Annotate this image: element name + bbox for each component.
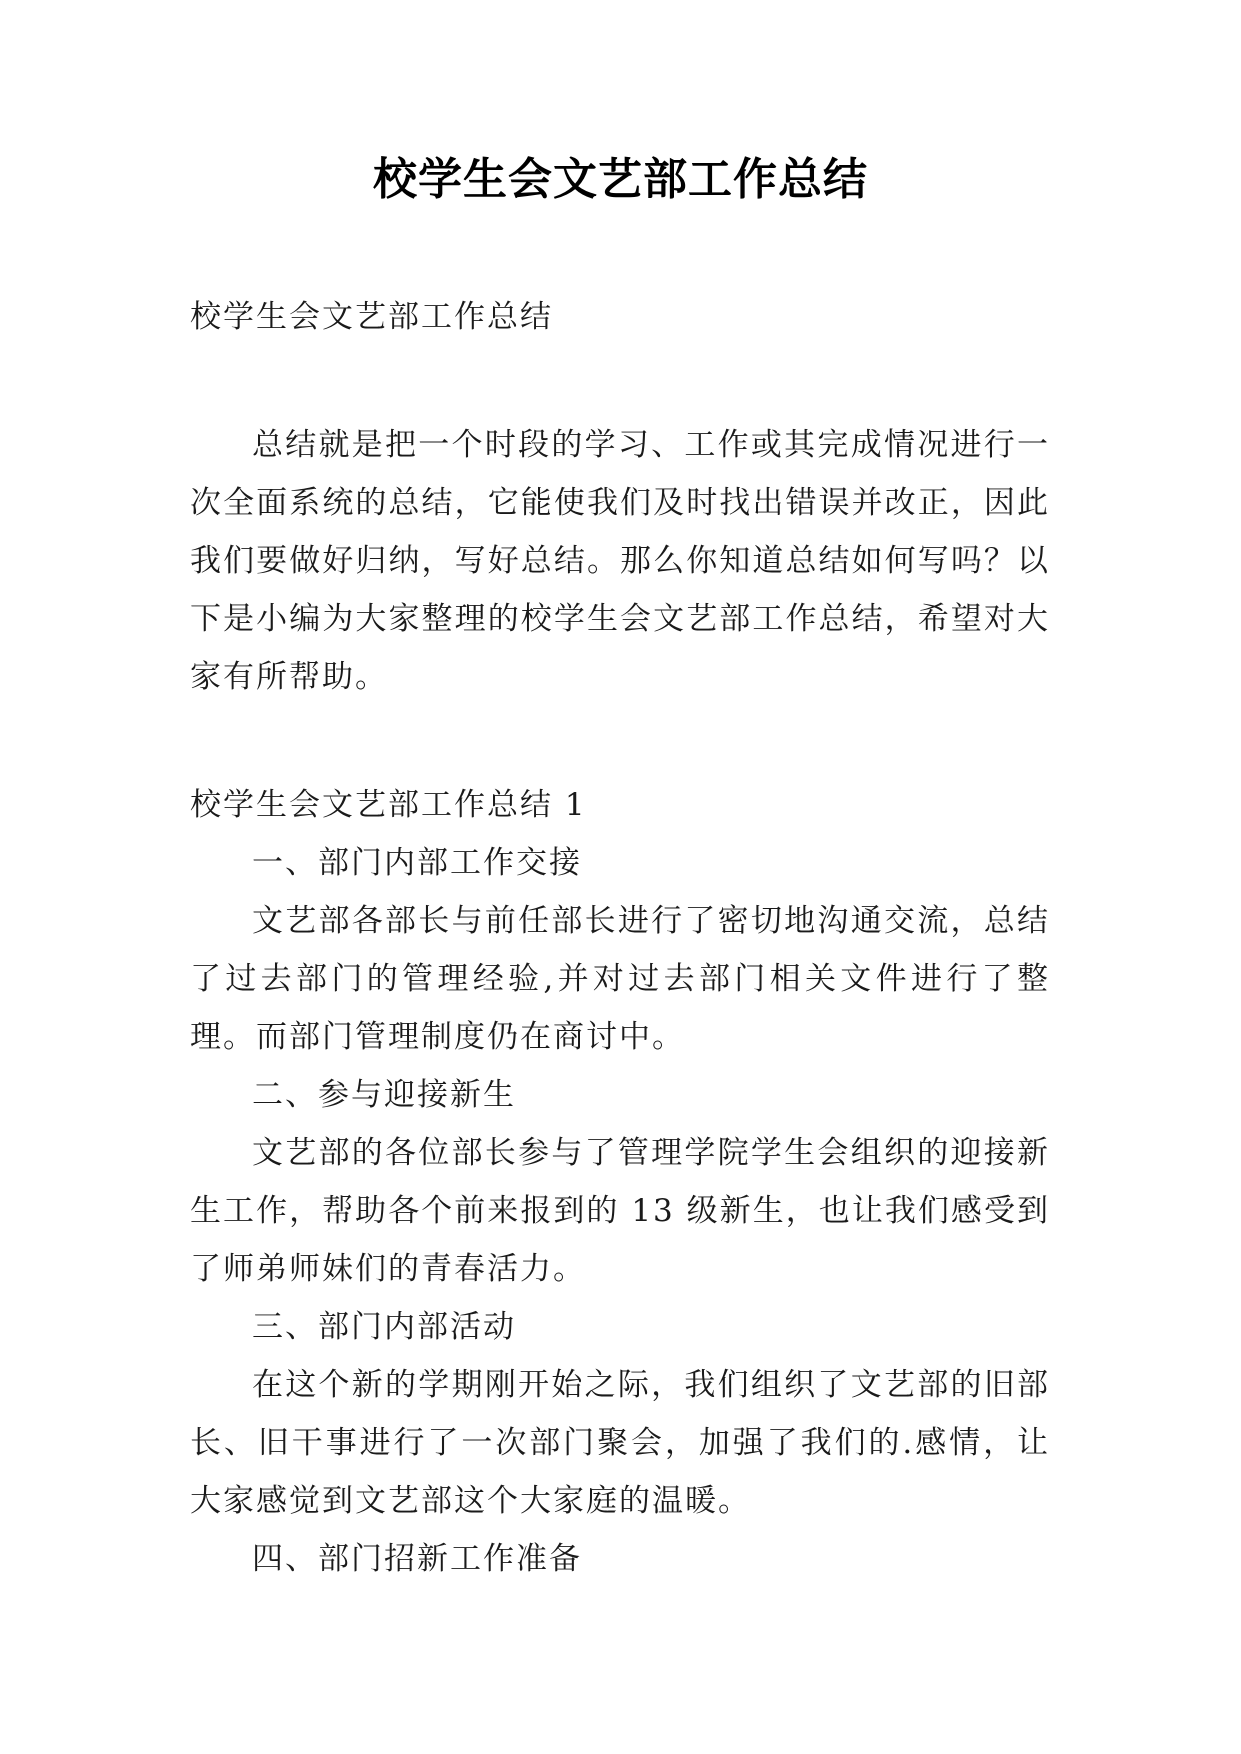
item-body: 在这个新的学期刚开始之际，我们组织了文艺部的旧部长、旧干事进行了一次部门聚会，加强了我们的.感情，让大家感觉到文艺部这个大家庭的温暖。	[190, 1367, 1050, 1519]
item-heading: 四、部门招新工作准备	[252, 1541, 582, 1577]
item-heading: 三、部门内部活动	[252, 1309, 516, 1345]
document-subtitle: 校学生会文艺部工作总结	[190, 299, 553, 335]
document-body	[190, 288, 1050, 1588]
item-heading: 二、参与迎接新生	[252, 1077, 516, 1113]
item-heading: 一、部门内部工作交接	[252, 845, 582, 881]
item-body: 文艺部各部长与前任部长进行了密切地沟通交流，总结了过去部门的管理经验,并对过去部门相关文件进行了整理。而部门管理制度仍在商讨中。	[190, 903, 1050, 1055]
intro-paragraph: 总结就是把一个时段的学习、工作或其完成情况进行一次全面系统的总结，它能使我们及时找出错误并改正，因此我们要做好归纳，写好总结。那么你知道总结如何写吗？以下是小编为大家整理的校学生会文艺部工作总结，希望对大家有所帮助。	[190, 427, 1050, 695]
section-title: 校学生会文艺部工作总结 1	[190, 787, 587, 823]
item-body: 文艺部的各位部长参与了管理学院学生会组织的迎接新生工作，帮助各个前来报到的 13 级新生，也让我们感受到了师弟师妹们的青春活力。	[190, 1135, 1050, 1287]
document-title: 校学生会文艺部工作总结	[373, 154, 868, 205]
